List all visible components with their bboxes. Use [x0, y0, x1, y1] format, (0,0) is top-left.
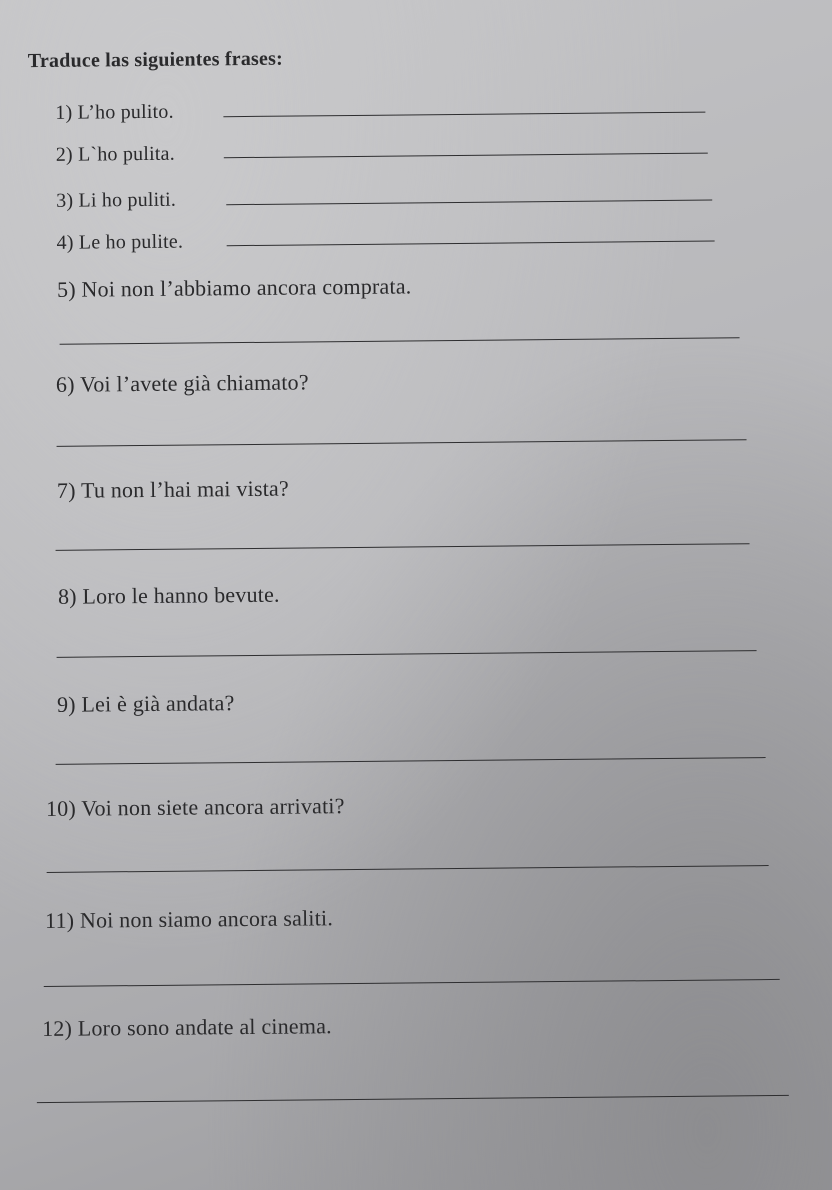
- phrase-6: 6) Voi l’avete già chiamato?: [55, 369, 309, 397]
- answer-line-12[interactable]: [37, 1095, 789, 1103]
- phrase-12: 12) Loro sono andate al cinema.: [42, 1013, 332, 1042]
- phrase-10: 10) Voi non siete ancora arrivati?: [45, 793, 345, 821]
- answer-line-4[interactable]: [227, 241, 715, 247]
- answer-line-5[interactable]: [60, 337, 740, 345]
- phrase-2: 2) L`ho pulita.: [55, 142, 175, 166]
- phrase-4: 4) Le ho pulite.: [56, 230, 184, 254]
- phrase-8: 8) Loro le hanno bevute.: [57, 581, 280, 609]
- answer-line-8[interactable]: [57, 650, 757, 658]
- phrase-1: 1) L’ho pulito.: [55, 100, 174, 124]
- answer-line-6[interactable]: [57, 439, 747, 447]
- worksheet-title: Traduce las siguientes frases:: [27, 47, 284, 73]
- answer-line-11[interactable]: [44, 979, 780, 987]
- phrase-9: 9) Lei è già andata?: [56, 690, 235, 717]
- answer-line-9[interactable]: [56, 757, 766, 765]
- phrase-11: 11) Noi non siamo ancora saliti.: [44, 905, 334, 933]
- answer-line-2[interactable]: [224, 153, 708, 159]
- phrase-5: 5) Noi non l’abbiamo ancora comprata.: [56, 273, 412, 302]
- answer-line-10[interactable]: [47, 865, 769, 873]
- answer-line-7[interactable]: [56, 543, 750, 551]
- answer-line-1[interactable]: [223, 112, 705, 118]
- phrase-3: 3) Li ho puliti.: [56, 188, 177, 212]
- answer-line-3[interactable]: [226, 200, 712, 206]
- phrase-7: 7) Tu non l’hai mai vista?: [56, 475, 290, 503]
